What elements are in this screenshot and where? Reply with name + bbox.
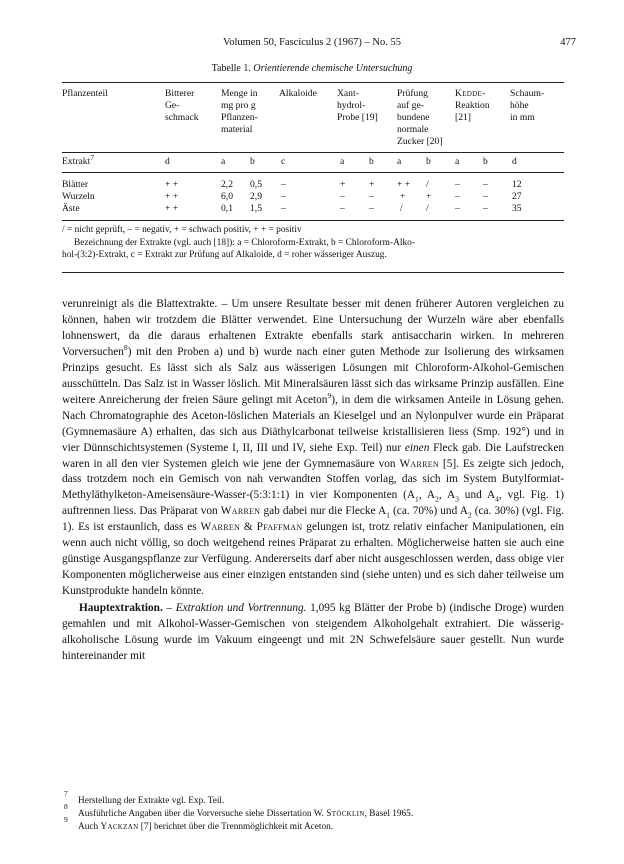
- text-span: 1,095 kg Blätter der Probe b) (indische Droge) wurden gemahlen und mit Alkohol-Wasser-Gemischen von steigendem Alkoholgehalt extrahiert. Die wässerig-alkoholische Lösung wurde im Vakuum eingeengt und mit 2: [62, 602, 564, 647]
- header-kedde-1: Kedde-: [455, 88, 486, 99]
- header-schaum-3: in mm: [510, 112, 535, 123]
- text-span: gab dabei nur die Flecke A: [260, 505, 387, 518]
- text-span: , vgl. Fig. 1) auftrennen liess. Das Präparat von: [62, 489, 564, 518]
- row-bitter: + +: [165, 179, 179, 190]
- header-bitter-2: Ge-: [165, 100, 180, 111]
- running-header: [0, 37, 624, 51]
- text-span: &: [240, 521, 257, 534]
- text-span: Schwefelsäure sauer gestellt. Nun wurde hintereinander mit: [62, 634, 564, 662]
- row-pruef-b: /: [426, 179, 429, 190]
- table-caption-label: Tabelle 1.: [211, 63, 251, 74]
- subsection-heading: Extraktion und Vortrennung.: [175, 602, 307, 615]
- author-name: Warren: [399, 457, 440, 470]
- row-xant-a: –: [340, 191, 345, 202]
- row-kedde-b: –: [483, 191, 488, 202]
- footnote-7: 7 Herstellung der Extrakte vgl. Exp. Teil.: [64, 789, 225, 806]
- subscript: 1: [386, 510, 390, 520]
- row-xant-b: +: [369, 179, 375, 190]
- footnote-ref-9: 9: [327, 390, 332, 400]
- row-xant-b: –: [369, 191, 374, 202]
- row-kedde-a: –: [455, 179, 460, 190]
- extract-col: b: [483, 156, 488, 167]
- header-xant-3: Probe [19]: [337, 112, 378, 123]
- text-span: , A: [418, 489, 436, 502]
- table-legend: / = nicht geprüft, – = negativ, + = schwach positiv, + + = positiv: [62, 225, 302, 235]
- footnote-8: 8 Ausführliche Angaben über die Vorversuche siehe Dissertation W. Stöcklin, Basel 1965.: [64, 802, 414, 820]
- row-menge-b: 0,5: [250, 179, 262, 190]
- footnotes: [62, 789, 564, 835]
- running-title: Volumen 50, Fasciculus 2 (1967) – No. 55: [222, 37, 401, 48]
- subscript: 2: [435, 494, 439, 504]
- footnote-text: , Basel 1965.: [364, 809, 414, 820]
- row-schaum: 27: [512, 191, 522, 202]
- row-pruef-a: /: [400, 203, 403, 214]
- text-span: (ca. 70%) und A: [389, 505, 468, 518]
- extract-col: b: [369, 156, 374, 167]
- row-name: Wurzeln: [62, 191, 95, 202]
- row-pruef-a: +: [400, 191, 406, 202]
- row-pruef-b: /: [426, 203, 429, 214]
- table-extract-note-2: hol-(3:2)-Extrakt, c = Extrakt zur Prüfung auf Alkaloide, d = roher wässeriger Auszug.: [62, 250, 387, 260]
- subscript: 4: [495, 494, 499, 504]
- author-name: Stöcklin: [326, 809, 365, 820]
- header-schaum-1: Schaum-: [510, 88, 545, 99]
- table-caption: [0, 63, 624, 74]
- text-span: [5]. Es zeigte sich jedoch, dass trotzdem noch ein Gemisch von nah verwandten Stoffen vorlag, das sich im System Butylformiat-Methyläthylketon-Ameisensäure-Wasser-(5:3:1:1) in vier Komponenten (A: [62, 457, 564, 502]
- row-pruef-a: + +: [397, 179, 411, 190]
- table-extract-note-1: Bezeichnung der Extrakte (vgl. auch [18]): a = Chloroform-Extrakt, b = Chloroform-Alko-: [74, 238, 415, 248]
- section-heading: Hauptextraktion.: [79, 602, 163, 615]
- header-menge-3: Pflanzen-: [221, 112, 258, 123]
- text-span: –: [162, 602, 176, 615]
- header-bitter-1: Bitterer: [165, 88, 195, 99]
- row-name: Blätter: [62, 179, 89, 190]
- footnote-text: Auch: [78, 822, 101, 833]
- text-span: und A: [458, 489, 496, 502]
- table-header-rule: [62, 152, 564, 153]
- page-number: 477: [560, 37, 576, 48]
- header-xant-2: hydrol-: [337, 100, 366, 111]
- header-pruefung-3: bundene: [397, 112, 430, 123]
- body-text: [62, 297, 564, 665]
- table-bottom-rule: [62, 220, 564, 221]
- text-span: Fleck gab. Die Laufstrecken waren in all den vier Systemen gleich wie jene der Gymnemasäure von: [62, 441, 564, 470]
- extract-col: c: [281, 156, 286, 167]
- row-menge-a: 6,0: [221, 191, 233, 202]
- subscript: 3: [455, 494, 459, 504]
- author-name: Pfaffman: [256, 521, 303, 534]
- table-top-rule: [62, 82, 564, 83]
- normality-unit: N: [355, 634, 365, 647]
- footnote-text: [7] berichtet über die Trennmöglichkeit mit Aceton.: [138, 822, 334, 833]
- row-menge-a: 0,1: [221, 203, 233, 214]
- author-name: Warren: [200, 521, 241, 534]
- extract-col: a: [397, 156, 402, 167]
- row-alkaloide: –: [281, 191, 286, 202]
- header-xant-1: Xant-: [337, 88, 359, 99]
- emphasis: einen: [404, 441, 430, 454]
- footnote-text: Ausführliche Angaben über die Vorversuche siehe Dissertation W.: [78, 809, 327, 820]
- text-span: ), in dem die wirksamen Anteile in Lösung gehen. Nach Chromatographie des Aceton-löslichen Materials an Kieselgel und an Nylonpulver wurde ein Präparat (Gymnemasäure A) erhalten, das sich aus Diäthylcarbonat teilweise kristallisieren liess (Smp. 192°) und in vier Dünnschichtsystemen (Systeme I, II, III und IV, siehe Exp. Teil) nur: [62, 393, 564, 454]
- text-span: verunreinigt als die Blattextrakte. – Um unsere Resultate besser mit denen früherer Autoren vergleichen zu können, haben wir trotzdem die Blätter verwendet. Eine Untersuchung der Wurzeln wäre aber ebenfalls lohnenswert, da die daraus erhaltenen Extrakte ebenfalls stark antisaccharin wirken. In mehreren Vorversuchen: [62, 298, 564, 358]
- header-bitter-3: schmack: [165, 112, 199, 123]
- header-alkaloide: Alkaloide: [279, 88, 317, 99]
- row-menge-b: 1,5: [250, 203, 262, 214]
- author-name: Warren: [220, 505, 261, 518]
- row-kedde-b: –: [483, 203, 488, 214]
- footnote-ref-8: 8: [123, 343, 128, 353]
- row-xant-a: +: [340, 179, 346, 190]
- header-menge-4: material: [221, 124, 253, 135]
- row-alkaloide: –: [281, 203, 286, 214]
- row-name: Äste: [62, 203, 80, 214]
- row-alkaloide: –: [281, 179, 286, 190]
- row-kedde-a: –: [455, 203, 460, 214]
- header-menge-2: mg pro g: [221, 100, 256, 111]
- row-menge-a: 2,2: [221, 179, 233, 190]
- header-schaum-2: höhe: [510, 100, 529, 111]
- extract-col: b: [250, 156, 255, 167]
- footnote-9: 9 Auch Yackzan [7] berichtet über die Trennmöglichkeit mit Aceton.: [64, 815, 334, 833]
- header-pruefung-5: Zucker [20]: [397, 136, 443, 147]
- extract-col: a: [221, 156, 226, 167]
- text-span: ) mit den Proben a) und b) wurde nach einer guten Methode zur Isolierung des wirksamen Prinzips gesucht. Es lässt sich als Salz aus wässerigen Lösungen mit Chloroform-Alkohol-Gemischen ausschütteln. Das Salz ist in Wasser löslich. Mit Mineralsäuren lässt sich das wirksame Prinzip ausfällen. Eine weitere Anreicherung der freien Säure gelingt mit Aceton: [62, 345, 564, 406]
- header-pruefung-4: normale: [397, 124, 429, 135]
- footnote-text: Herstellung der Extrakte vgl. Exp. Teil.: [78, 796, 225, 806]
- author-name: Yackzan: [100, 822, 139, 833]
- row-kedde-a: –: [455, 191, 460, 202]
- row-schaum: 12: [512, 179, 522, 190]
- paragraph-1: [62, 297, 564, 600]
- row-kedde-b: –: [483, 179, 488, 190]
- extract-label-text: Extrakt: [62, 156, 91, 167]
- extract-col: a: [455, 156, 460, 167]
- table-caption-title: Orientierende chemische Untersuchung: [253, 63, 413, 74]
- text-span: , A: [438, 489, 456, 502]
- header-pflanzenteil: Pflanzenteil: [62, 88, 108, 99]
- paragraph-2: [62, 601, 564, 665]
- row-bitter: + +: [165, 191, 179, 202]
- extract-row-label: [62, 152, 95, 168]
- row-xant-b: –: [369, 203, 374, 214]
- extract-note-ref: 7: [90, 152, 95, 162]
- extract-col: b: [426, 156, 431, 167]
- subscript: 2: [467, 510, 472, 520]
- header-pruefung-2: auf ge-: [397, 100, 424, 111]
- extract-col: d: [165, 156, 170, 167]
- text-span: (ca. 30%) (vgl. Fig. 1). Es ist erstaunlich, dass es: [62, 505, 564, 534]
- header-kedde-2: Reaktion: [455, 100, 490, 111]
- table-subheader-rule: [62, 172, 564, 173]
- subscript: 1: [415, 494, 419, 504]
- header-menge-1: Menge in: [221, 88, 258, 99]
- extract-col: a: [340, 156, 345, 167]
- table-end-rule: [62, 272, 564, 273]
- row-xant-a: –: [340, 203, 345, 214]
- row-bitter: + +: [165, 203, 179, 214]
- row-schaum: 35: [512, 203, 522, 214]
- extract-col: d: [512, 156, 517, 167]
- text-span: gelungen ist, trotz relativ einfacher Manipulationen, ein wenn auch nicht völlig, so doch weitgehend reines Präparat zu erhalten. Möglicherweise hatten sie auch eine günstige Ausgangspflanze zur Verfügung. Andererseits darf aber nicht ausgeschlossen werden, dass obige vier Komponenten möglicherweise aus einer einzigen entstanden sind (siehe unten) und es sich daher teilweise um Kunstprodukte handeln könnte.: [62, 521, 565, 598]
- row-menge-b: 2,9: [250, 191, 262, 202]
- header-kedde-3: [21]: [455, 112, 471, 123]
- header-pruefung-1: Prüfung: [397, 88, 428, 99]
- row-pruef-b: +: [426, 191, 432, 202]
